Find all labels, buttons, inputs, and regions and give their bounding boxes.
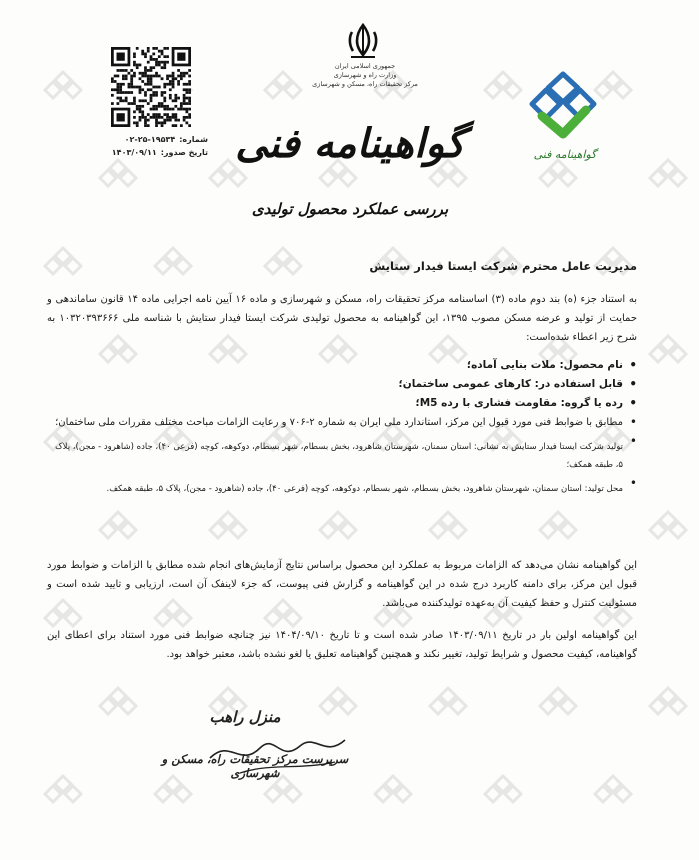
date-value: ۱۴۰۳/۰۹/۱۱: [111, 148, 157, 157]
iran-emblem-icon: [343, 22, 383, 60]
watermark-mark: [205, 510, 251, 544]
validation-paragraph: این گواهینامه نشان می‌دهد که الزامات مربوط به عملکرد این محصول براساس نتایج آزمایش‌های انجام شده مطابق با الزامات و ضوابط مورد قبول این مرکز، برای دامنه کاربرد درج شده در این گواهینامه و گزارش فنی پیوست، که جزء لاینفک آن است، ارزیابی و تایید شده است و مسئولیت کنترل و حفظ کیفیت آن به‌عهده تولیدکننده می‌باشد.: [47, 560, 637, 609]
logo-caption: گواهینامه فنی: [533, 148, 597, 161]
number-row: [98, 133, 208, 146]
watermark-mark: [590, 774, 636, 808]
product-details-list: [47, 356, 637, 498]
watermark-mark: [40, 774, 86, 808]
watermark-mark: [535, 158, 581, 192]
watermark-mark: [370, 774, 416, 808]
watermark-mark: [480, 70, 526, 104]
watermark-mark: [40, 246, 86, 280]
watermark-mark: [425, 686, 471, 720]
date-label: تاریخ صدور:: [160, 148, 208, 157]
ministry-heading: جمهوری اسلامی ایران وزارت راه و شهرسازی مرکز تحقیقات راه، مسکن و شهرسازی: [312, 62, 418, 88]
qr-code: [111, 47, 191, 127]
list-item: • محل تولید: استان سمنان، شهرستان شاهرود، بخش بسطام، شهر بسطام، دوکوهه، کوچه (فرعی ۴۰)، جاده (شاهرود - مجن)، پلاک ۵، طبقه همکف.: [47, 474, 637, 498]
watermark-mark: [535, 686, 581, 720]
watermark-mark: [425, 510, 471, 544]
watermark-mark: [645, 686, 691, 720]
validity-paragraph: این گواهینامه اولین بار در تاریخ ۱۴۰۳/۰۹/۱۱ صادر شده است و تا تاریخ ۱۴۰۴/۰۹/۱۰ نیز چنانچه ضوابط فنی مورد استناد برای اعطای این گواهینامه، کیفیت محصول و شرایط تولید، تغییر نکند و همچنین گواهینامه تعلیق یا لغو نشده باشد، معتبر خواهد بود.: [47, 630, 637, 660]
watermark-mark: [95, 158, 141, 192]
list-item: • تولید شرکت ایستا فیدار ستایش به نشانی: استان سمنان، شهرستان شاهرود، بخش بسطام، شهر بسطام، دوکوهه، کوچه (فرعی ۴۰)، جاده (شاهرود - مجن)، پلاک ۵، طبقه همکف؛: [47, 432, 637, 474]
list-item: • نام محصول: ملات بنایی آماده؛: [47, 356, 637, 375]
number-label: شماره:: [179, 135, 208, 144]
date-row: [98, 146, 208, 159]
certificate-title: گواهینامه فنی: [235, 120, 465, 167]
intro-paragraph: به استناد جزء (ه) بند دوم ماده (۳) اساسنامه مرکز تحقیقات راه، مسکن و شهرسازی و ماده ۱۶ آیین نامه اجرایی ماده ۱۴ قانون ساماندهی و حمایت از تولید و عرضه مسکن مصوب ۱۳۹۵، این گواهینامه به محصول تولیدی شرکت ایستا فیدار ستایش با شناسه ملی ۱۰۳۲۰۳۹۳۶۶۶ به شرح زیر اعطاء شده‌است:: [47, 294, 638, 343]
watermark-mark: [150, 246, 196, 280]
signatory-name: منزل راهب: [209, 708, 281, 726]
certificate-logo-icon: [528, 70, 598, 140]
watermark-mark: [645, 158, 691, 192]
list-item: • رده یا گروه: مقاومت فشاری با رده M5؛: [47, 394, 637, 413]
watermark-mark: [535, 510, 581, 544]
certificate-subtitle: بررسی عملکرد محصول تولیدی: [251, 200, 449, 218]
watermark-mark: [315, 510, 361, 544]
list-item: • مطابق با ضوابط فنی مورد قبول این مرکز، استاندارد ملی ایران به شماره ۲-۷۰۶ و رعایت الزامات مباحث مختلف مقررات ملی ساختمان؛: [47, 413, 637, 432]
watermark-mark: [480, 774, 526, 808]
watermark-mark: [645, 334, 691, 368]
watermark-mark: [645, 510, 691, 544]
watermark-mark: [95, 510, 141, 544]
watermark-mark: [40, 70, 86, 104]
certificate-meta: [98, 133, 208, 159]
watermark-mark: [315, 686, 361, 720]
addressee: مدیریت عامل محترم شرکت ایستا فیدار ستایش: [369, 259, 637, 273]
watermark-mark: [95, 686, 141, 720]
list-item: • قابل استفاده در: کارهای عمومی ساختمان؛: [47, 375, 637, 394]
signatory-title: سرپرست مرکز تحقیقات راه، مسکن و شهرسازی: [161, 752, 349, 780]
number-value: ۰۲-۲۵-۱۹۵۳۴: [124, 135, 176, 144]
